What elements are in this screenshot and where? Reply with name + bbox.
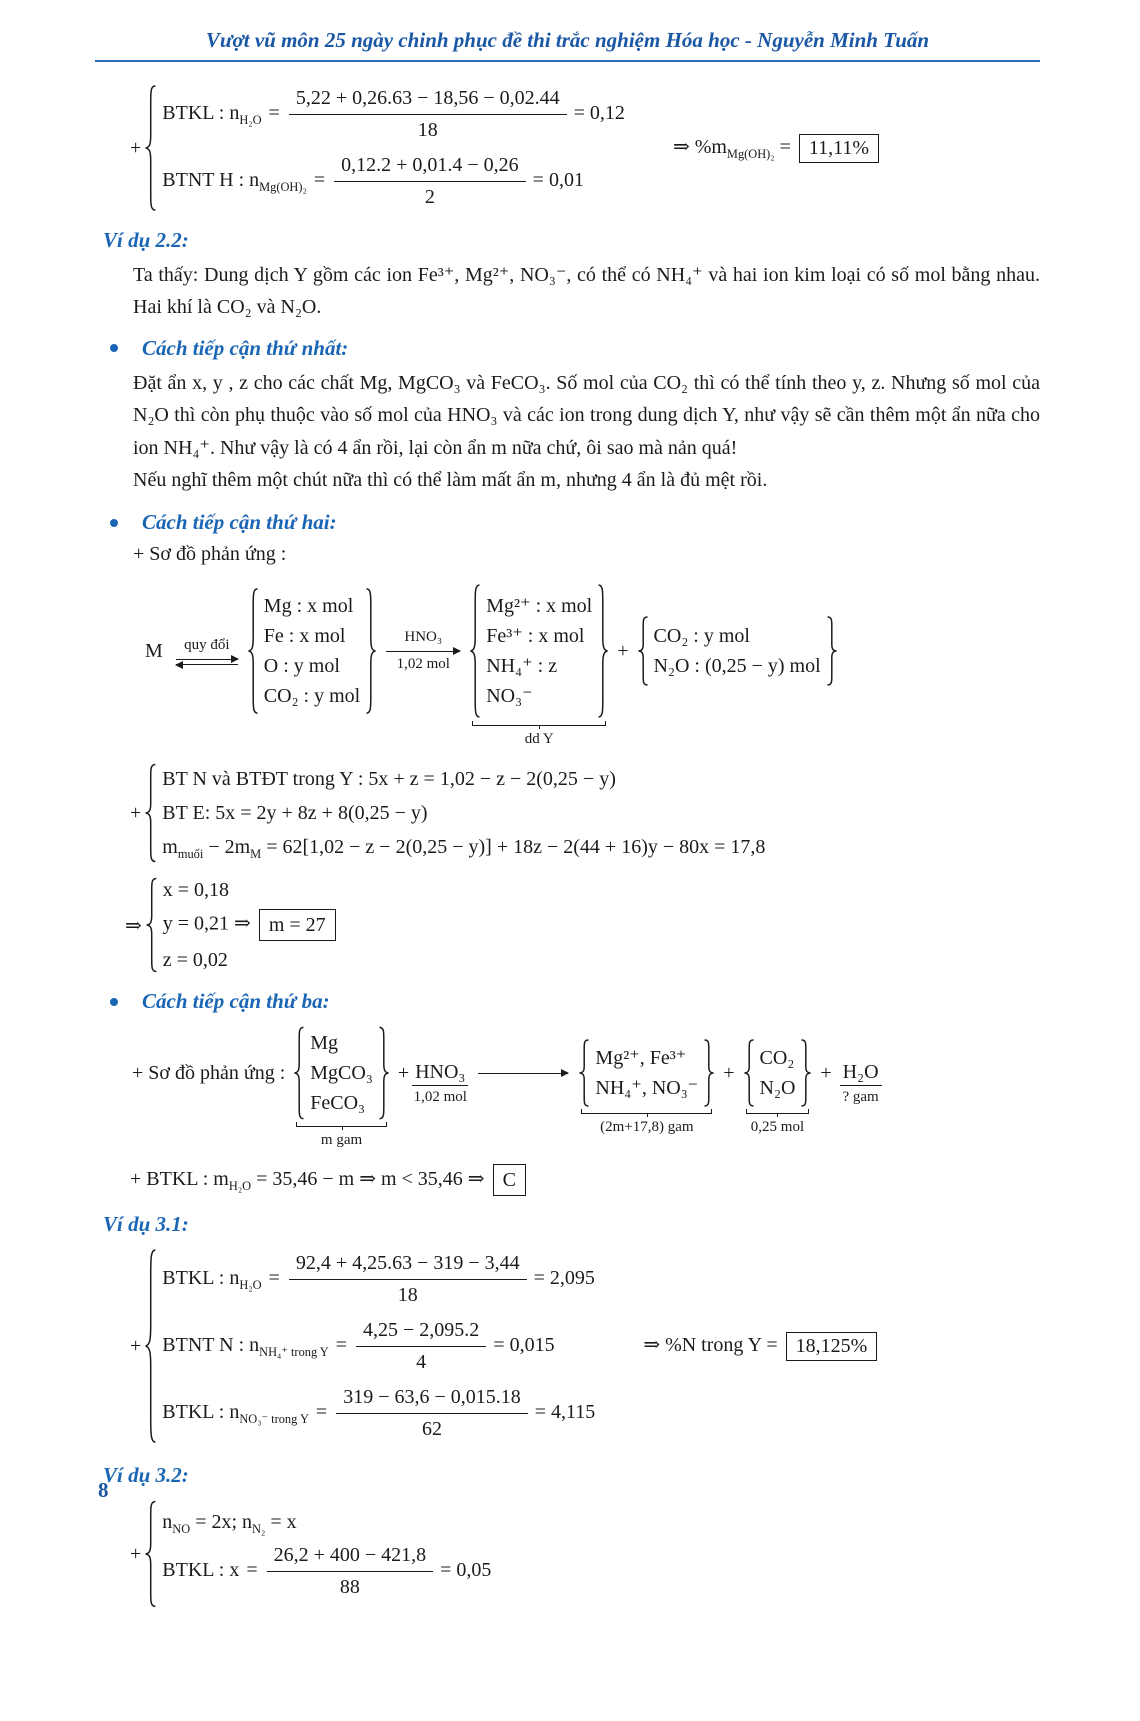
page-number: 8 (98, 1478, 109, 1502)
right-brace (800, 1039, 812, 1107)
arrow-bottom-label: 1,02 mol (396, 655, 450, 672)
reaction-scheme-2 (132, 1026, 1040, 1149)
numerator: 4,25 − 2,095.2 (356, 1318, 486, 1347)
plus-sign: + (130, 1334, 142, 1357)
conclusion-text (672, 135, 791, 161)
denominator: 18 (397, 1283, 418, 1306)
equation-m-muoi (162, 834, 765, 860)
solution-y: y = 0,21 (162, 912, 230, 935)
solution-x: x = 0,18 (162, 879, 230, 902)
underbrace-icon (296, 1122, 387, 1127)
underbrace-gas-mol (746, 1109, 810, 1136)
plus-sign: + (820, 1061, 832, 1084)
label-subscript: H₂O (239, 113, 262, 128)
salt-group (578, 1039, 715, 1136)
reagent-amount: 1,02 mol (413, 1088, 467, 1105)
example-2-2-paragraph: Ta thấy: Dung dịch Y gồm các ion Fe³⁺, Mg²⁺, NO₃⁻, có thể có NH₄⁺ và hai ion kim loại có số mol bằng nhau. Hai khí là CO₂ và N₂O. (133, 264, 1040, 319)
gas-list (649, 624, 826, 679)
list-item: NH₄⁺ : z (486, 654, 558, 677)
ion-list (590, 1046, 703, 1101)
list-item: CO₂ : y mol (653, 624, 750, 647)
equation-btkl-no3 (162, 1385, 595, 1442)
equation-result: = 0,12 (573, 102, 625, 125)
label-subscript: NO₃⁻ trong Y (239, 1411, 309, 1426)
system-3 (130, 1247, 595, 1445)
list-item: Fe : x mol (263, 624, 346, 647)
equation-label (162, 1559, 259, 1581)
btkl-conclusion (130, 1164, 1040, 1196)
left-brace (144, 84, 157, 212)
text-part: = 2x; n (190, 1510, 253, 1533)
left-brace (145, 877, 158, 973)
gas-list (755, 1046, 801, 1101)
denominator: 4 (416, 1350, 427, 1373)
left-brace (144, 763, 157, 863)
list-item: Mg : x mol (263, 594, 354, 617)
equation-bt-n: BT N và BTĐT trong Y : 5x + z = 1,02 − z − 2(0,25 − y) (162, 768, 616, 791)
equation-result: = 4,115 (534, 1400, 596, 1423)
left-brace (293, 1026, 305, 1120)
equation-btnt-h (162, 153, 625, 210)
left-brace (469, 583, 481, 719)
list-item: NO₃⁻ (486, 684, 533, 707)
system-1-block (130, 84, 1040, 212)
text-part: = 62[1,02 − z − 2(0,25 − y)] + 18z − 2(44 + 16)y − 80x = 17,8 (261, 836, 766, 859)
left-brace (144, 1500, 157, 1608)
left-brace (144, 1247, 157, 1445)
equation-label (162, 1333, 349, 1359)
system-2 (130, 763, 1040, 863)
subscript: H₂O (228, 1178, 252, 1193)
list-item: Mg (310, 1031, 339, 1054)
underbrace-label: m gam (320, 1132, 363, 1149)
boxed-answer: 11,11% (799, 134, 879, 163)
ion-list (481, 594, 597, 709)
label-subscript: H₂O (239, 1277, 262, 1292)
text-part: = 35,46 − m ⇒ m < 35,46 ⇒ (251, 1167, 485, 1190)
system-1 (130, 84, 625, 212)
approach-3-heading-row (110, 989, 1040, 1014)
reaction-scheme-1 (145, 583, 1040, 748)
system-4 (130, 1500, 1040, 1608)
reversible-arrow-icon (176, 637, 238, 665)
approach-2-heading: Cách tiếp cận thứ hai: (142, 510, 337, 535)
list-item: N₂O (759, 1076, 796, 1099)
list-item: O : y mol (263, 654, 340, 677)
underbrace-icon (746, 1109, 810, 1114)
equation-label (162, 169, 327, 195)
solution-z: z = 0,02 (162, 949, 228, 972)
numerator: 0,12.2 + 0,01.4 − 0,26 (334, 153, 526, 182)
system-4-equations (162, 1509, 491, 1600)
right-brace (378, 1026, 390, 1120)
equation-btkl-h2o (162, 86, 625, 143)
list-item: Mg²⁺ : x mol (486, 594, 593, 617)
fraction (289, 1251, 527, 1308)
equals-sign: = (766, 1333, 778, 1356)
conclusion-label: %N trong Y (665, 1333, 762, 1356)
plus-sign: + (397, 1061, 410, 1084)
implies-icon: ⇒ (643, 1333, 661, 1356)
reaction-arrow-icon (386, 629, 460, 673)
system-3-equations (162, 1251, 595, 1442)
left-brace (578, 1039, 590, 1107)
right-brace (597, 583, 609, 719)
product-formula: H₂O (840, 1061, 882, 1086)
equals-sign: = (335, 1333, 348, 1356)
gas-group (637, 616, 838, 686)
equals-sign: = (268, 1266, 280, 1289)
underbrace-icon (472, 721, 606, 726)
text-part: − 2m (203, 836, 251, 859)
numerator: 5,22 + 0,26.63 − 18,56 − 0,02.44 (289, 86, 567, 115)
left-brace (743, 1039, 755, 1107)
implies-icon: ⇒ (672, 135, 690, 158)
denominator: 2 (424, 186, 435, 208)
list-item: MgCO₃ (310, 1061, 373, 1084)
equals-sign: = (268, 102, 280, 125)
list-item: Mg²⁺, Fe³⁺ (595, 1046, 687, 1069)
fraction (334, 153, 526, 210)
right-brace (703, 1039, 715, 1107)
equation-label (162, 1266, 282, 1292)
right-brace (826, 616, 838, 686)
subscript: muối (177, 847, 204, 862)
label-text: BTKL : n (162, 102, 240, 125)
list-item: CO₂ : y mol (263, 684, 361, 707)
left-arrow-icon (176, 664, 238, 665)
boxed-answer: m = 27 (259, 909, 336, 941)
system-1-equations (162, 86, 625, 210)
equation-text (162, 1510, 297, 1536)
equation-text (162, 836, 766, 862)
equation-btnt-n (162, 1318, 595, 1375)
product-h2o (840, 1060, 882, 1105)
label-subscript: Mg(OH)₂ (259, 180, 307, 195)
list-item: N₂O : (0,25 − y) mol (653, 654, 821, 677)
underbrace-icon (581, 1109, 712, 1114)
solution-y-row (163, 909, 336, 941)
scheme-1-intro: + Sơ đồ phản ứng : (133, 543, 287, 566)
equation-result: = 0,05 (440, 1558, 492, 1581)
conclusion-1 (673, 134, 879, 163)
plus-sign: + (130, 136, 142, 159)
right-arrow-icon (176, 659, 238, 660)
mixture-label: M (145, 639, 163, 662)
reagent-hno3 (412, 1060, 468, 1105)
left-brace (637, 616, 649, 686)
conclusion-text (130, 1167, 485, 1193)
equation-result: = 0,015 (493, 1333, 555, 1356)
label-text: BTKL : n (162, 1400, 240, 1423)
example-3-2-heading: Ví dụ 3.2: (103, 1463, 189, 1488)
scheme-2-intro: + Sơ đồ phản ứng : (132, 1061, 286, 1084)
label-text: BTKL : x (162, 1558, 240, 1581)
bullet-icon (110, 998, 118, 1006)
system-2-equations (162, 766, 765, 860)
text-part: + BTKL : m (130, 1167, 229, 1190)
approach-2-heading-row (110, 510, 1040, 535)
system-3-block (130, 1247, 1040, 1445)
approach-1-heading: Cách tiếp cận thứ nhất: (142, 335, 349, 360)
text-part: n (162, 1510, 173, 1533)
list-item: CO₂ (759, 1046, 795, 1069)
text-part: = x (265, 1510, 297, 1533)
label-text: BTNT N : n (162, 1333, 260, 1356)
conclusion-text (643, 1334, 777, 1356)
underbrace-salt-mass (581, 1109, 712, 1136)
right-arrow-icon (386, 651, 460, 652)
boxed-answer: 18,125% (786, 1332, 878, 1361)
fraction (267, 1543, 434, 1600)
reactant-list (305, 1031, 378, 1116)
list-item: FeCO₃ (310, 1091, 366, 1114)
label-text: BTKL : n (162, 1266, 240, 1289)
approach-3-heading: Cách tiếp cận thứ ba: (142, 989, 330, 1014)
conclusion-subscript: Mg(OH)₂ (726, 146, 775, 161)
underbrace-label: 0,25 mol (750, 1119, 805, 1136)
reagent-formula: HNO₃ (412, 1061, 468, 1086)
reactant-group (247, 587, 377, 715)
list-item: NH₄⁺, NO₃⁻ (595, 1076, 699, 1099)
approach-1-heading-row (110, 336, 1040, 361)
implies-icon: ⇒ (234, 912, 251, 935)
denominator: 18 (417, 119, 438, 141)
approach-1-paragraph-2: Nếu nghĩ thêm một chút nữa thì có thể làm mất ẩn m, nhưng 4 ẩn là đủ mệt rồi. (133, 468, 768, 491)
plus-sign: + (723, 1061, 735, 1084)
fraction (289, 86, 567, 143)
solution-values (163, 877, 336, 973)
gas-group (743, 1039, 813, 1136)
equation-result: = 0,01 (532, 169, 584, 192)
solution-group (469, 583, 609, 748)
plus-sign: + (130, 801, 142, 824)
numerator: 26,2 + 400 − 421,8 (267, 1543, 434, 1572)
bullet-icon (110, 344, 118, 352)
underbrace-label: (2m+17,8) gam (600, 1119, 694, 1136)
fraction (336, 1385, 528, 1442)
arrow-top-label: HNO₃ (404, 629, 443, 646)
arrow-label: quy đổi (184, 637, 230, 654)
equation-label (162, 102, 282, 128)
plus-sign: + (617, 639, 629, 662)
equation-label (162, 1400, 329, 1426)
conclusion-3 (643, 1332, 877, 1361)
underbrace-label: dd Y (524, 731, 554, 748)
label-text: BTNT H : n (162, 169, 260, 192)
header-title: Vượt vũ môn 25 ngày chinh phục đề thi trắc nghiệm Hóa học - Nguyễn Minh Tuấn (205, 28, 930, 52)
plus-sign: + (130, 1542, 142, 1565)
equation-result: = 2,095 (533, 1266, 595, 1289)
bullet-icon (110, 519, 118, 527)
fraction (356, 1318, 486, 1375)
equals-sign: = (313, 169, 326, 192)
equation-btkl-h2o (162, 1251, 595, 1308)
product-amount: ? gam (842, 1088, 879, 1105)
solution-block (125, 877, 1040, 973)
example-2-2-heading: Ví dụ 2.2: (103, 228, 189, 252)
subscript: NO (172, 1521, 191, 1536)
subscript: M (250, 847, 262, 862)
equals-sign: = (779, 135, 791, 158)
numerator: 319 − 63,6 − 0,015.18 (336, 1385, 528, 1414)
subscript: N₂ (252, 1521, 266, 1536)
equation-bt-e: BT E: 5x = 2y + 8z + 8(0,25 − y) (162, 802, 428, 825)
conclusion-label: %m (694, 135, 727, 158)
right-brace (365, 587, 377, 715)
underbrace-m-gam (296, 1122, 387, 1149)
page-header (95, 28, 1040, 62)
denominator: 88 (339, 1575, 360, 1598)
approach-1-paragraph-1: Đặt ẩn x, y , z cho các chất Mg, MgCO₃ và FeCO₃. Số mol của CO₂ thì có thể tính theo y, z. Nhưng số mol của N₂O thì còn phụ thuộc vào số mol của HNO₃ và các ion trong dung dịch Y, như vậy sẽ cần thêm một ẩn nữa cho ion NH₄⁺. Như vậy là có 4 ẩn rồi, lại còn ẩn m nữa chứ, ôi sao mà nản quá! (133, 371, 1040, 459)
list-item: Fe³⁺ : x mol (486, 624, 585, 647)
label-subscript: NH₄⁺ trong Y (259, 1344, 329, 1359)
denominator: 62 (421, 1417, 442, 1440)
example-3-1-heading: Ví dụ 3.1: (103, 1212, 189, 1237)
left-brace (247, 587, 259, 715)
numerator: 92,4 + 4,25.63 − 319 − 3,44 (289, 1251, 527, 1280)
boxed-answer: C (493, 1164, 526, 1196)
equation-moles (162, 1509, 491, 1535)
implies-icon: ⇒ (125, 914, 142, 937)
reaction-arrow-icon (478, 1073, 568, 1074)
reactant-group (293, 1026, 390, 1149)
equals-sign: = (246, 1558, 258, 1581)
underbrace-dd-y (472, 721, 606, 748)
equals-sign: = (315, 1400, 328, 1423)
equation-btkl-x (162, 1543, 491, 1600)
reactant-list (259, 594, 365, 709)
text-part: m (162, 836, 178, 859)
